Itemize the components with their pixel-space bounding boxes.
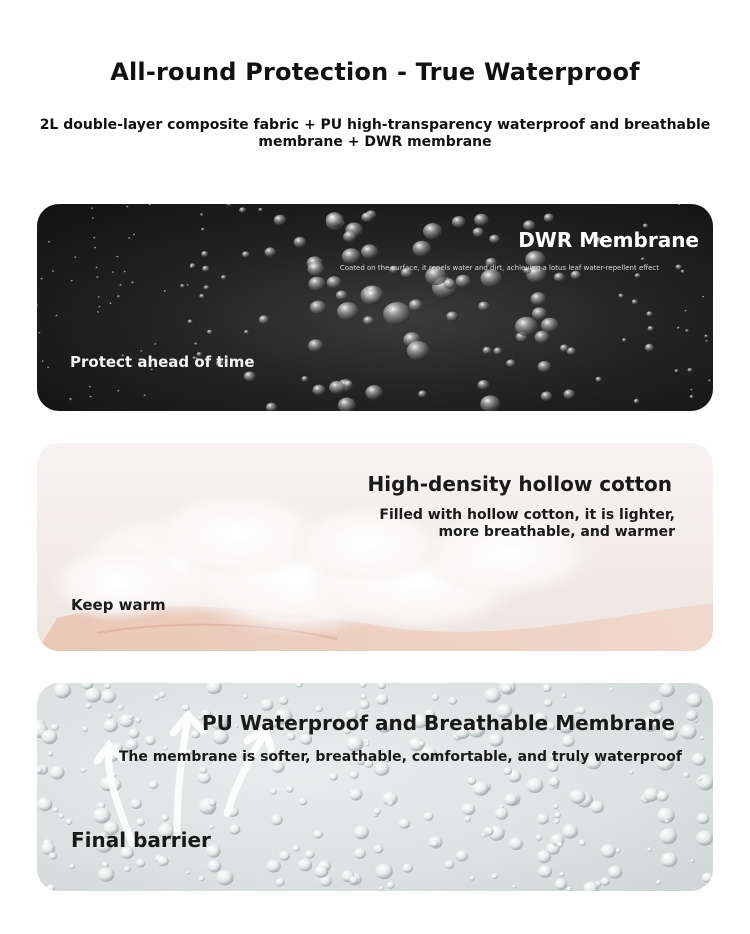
hollow-cotton-card bbox=[37, 443, 713, 651]
pu-heading: PU Waterproof and Breathable Membrane bbox=[202, 711, 675, 735]
pu-tag: Final barrier bbox=[71, 828, 211, 852]
cotton-tag: Keep warm bbox=[71, 596, 166, 614]
dwr-membrane-card bbox=[37, 204, 713, 411]
cotton-description: Filled with hollow cotton, it is lighter, more breathable, and warmer bbox=[379, 507, 675, 540]
page-subtitle: 2L double-layer composite fabric + PU high-transparency waterproof and breathable membrane + DWR membrane bbox=[39, 117, 711, 150]
dwr-tag: Protect ahead of time bbox=[70, 353, 255, 371]
pu-membrane-card bbox=[37, 683, 713, 891]
dwr-heading: DWR Membrane bbox=[518, 228, 699, 252]
dwr-description: Coated on the surface, it repels water and dirt, achieving a lotus leaf water-repellent effect bbox=[339, 264, 659, 272]
pu-description: The membrane is softer, breathable, comfortable, and truly waterproof bbox=[118, 749, 682, 765]
cotton-heading: High-density hollow cotton bbox=[367, 472, 672, 496]
page-title: All-round Protection - True Waterproof bbox=[110, 58, 640, 86]
